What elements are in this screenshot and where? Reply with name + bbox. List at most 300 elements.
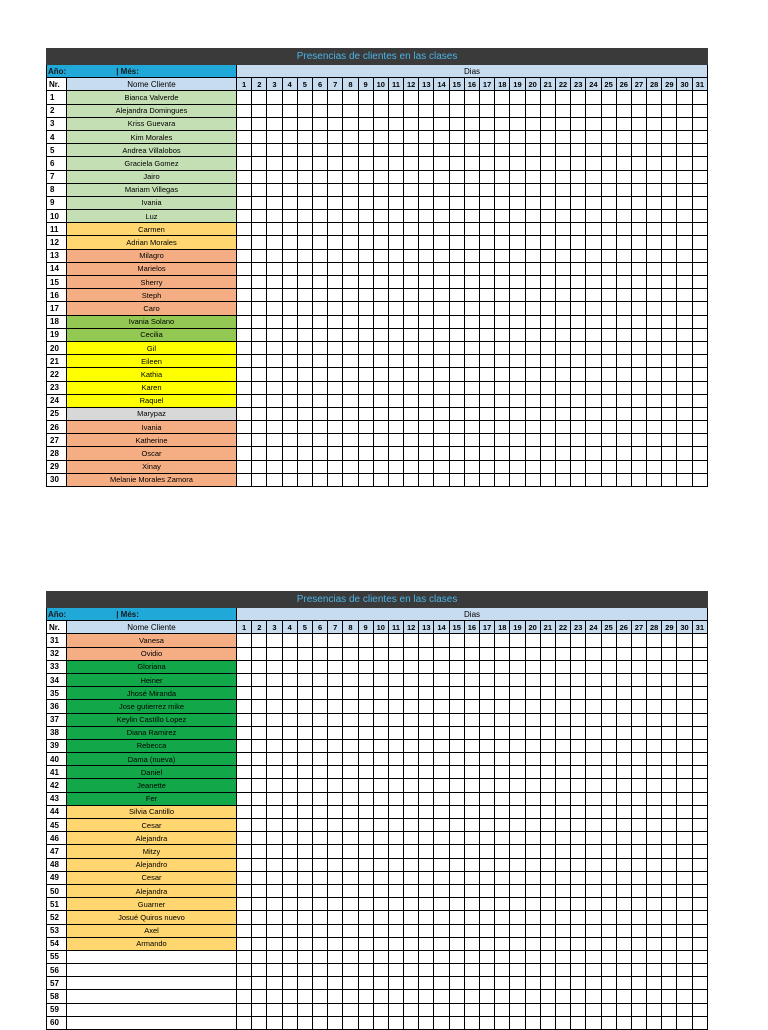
attendance-cell[interactable]: [373, 210, 388, 223]
attendance-cell[interactable]: [692, 196, 707, 209]
attendance-cell[interactable]: [388, 687, 403, 700]
attendance-cell[interactable]: [419, 924, 434, 937]
attendance-cell[interactable]: [631, 884, 646, 897]
attendance-cell[interactable]: [586, 911, 601, 924]
attendance-cell[interactable]: [449, 144, 464, 157]
attendance-cell[interactable]: [616, 911, 631, 924]
attendance-cell[interactable]: [540, 832, 555, 845]
attendance-cell[interactable]: [662, 713, 677, 726]
attendance-cell[interactable]: [388, 223, 403, 236]
attendance-cell[interactable]: [495, 91, 510, 104]
attendance-cell[interactable]: [555, 1003, 570, 1016]
attendance-cell[interactable]: [555, 368, 570, 381]
attendance-cell[interactable]: [677, 805, 692, 818]
attendance-cell[interactable]: [267, 832, 282, 845]
attendance-cell[interactable]: [647, 170, 662, 183]
attendance-cell[interactable]: [449, 394, 464, 407]
attendance-cell[interactable]: [464, 289, 479, 302]
attendance-cell[interactable]: [388, 341, 403, 354]
client-name[interactable]: Diana Ramirez: [67, 726, 237, 739]
attendance-cell[interactable]: [464, 700, 479, 713]
attendance-cell[interactable]: [464, 434, 479, 447]
attendance-cell[interactable]: [571, 144, 586, 157]
attendance-cell[interactable]: [434, 144, 449, 157]
attendance-cell[interactable]: [297, 911, 312, 924]
attendance-cell[interactable]: [388, 407, 403, 420]
attendance-cell[interactable]: [525, 407, 540, 420]
attendance-cell[interactable]: [647, 117, 662, 130]
attendance-cell[interactable]: [525, 117, 540, 130]
attendance-cell[interactable]: [631, 183, 646, 196]
attendance-cell[interactable]: [540, 196, 555, 209]
attendance-cell[interactable]: [677, 144, 692, 157]
attendance-cell[interactable]: [601, 990, 616, 1003]
attendance-cell[interactable]: [237, 262, 252, 275]
attendance-cell[interactable]: [282, 328, 297, 341]
attendance-cell[interactable]: [328, 898, 343, 911]
attendance-cell[interactable]: [647, 183, 662, 196]
attendance-cell[interactable]: [449, 91, 464, 104]
attendance-cell[interactable]: [616, 819, 631, 832]
attendance-cell[interactable]: [252, 394, 267, 407]
attendance-cell[interactable]: [647, 315, 662, 328]
attendance-cell[interactable]: [616, 460, 631, 473]
attendance-cell[interactable]: [631, 898, 646, 911]
attendance-cell[interactable]: [297, 832, 312, 845]
attendance-cell[interactable]: [480, 871, 495, 884]
attendance-cell[interactable]: [434, 845, 449, 858]
client-name[interactable]: [67, 977, 237, 990]
attendance-cell[interactable]: [449, 884, 464, 897]
attendance-cell[interactable]: [343, 739, 358, 752]
attendance-cell[interactable]: [388, 262, 403, 275]
attendance-cell[interactable]: [449, 990, 464, 1003]
attendance-cell[interactable]: [480, 262, 495, 275]
attendance-cell[interactable]: [480, 421, 495, 434]
attendance-cell[interactable]: [252, 911, 267, 924]
attendance-cell[interactable]: [282, 924, 297, 937]
attendance-cell[interactable]: [297, 473, 312, 486]
attendance-cell[interactable]: [647, 407, 662, 420]
attendance-cell[interactable]: [312, 355, 327, 368]
attendance-cell[interactable]: [510, 753, 525, 766]
attendance-cell[interactable]: [252, 368, 267, 381]
attendance-cell[interactable]: [434, 421, 449, 434]
attendance-cell[interactable]: [586, 924, 601, 937]
attendance-cell[interactable]: [692, 117, 707, 130]
attendance-cell[interactable]: [464, 924, 479, 937]
attendance-cell[interactable]: [404, 977, 419, 990]
attendance-cell[interactable]: [525, 183, 540, 196]
attendance-cell[interactable]: [677, 328, 692, 341]
attendance-cell[interactable]: [540, 1003, 555, 1016]
attendance-cell[interactable]: [297, 1003, 312, 1016]
attendance-cell[interactable]: [647, 950, 662, 963]
attendance-cell[interactable]: [343, 355, 358, 368]
attendance-cell[interactable]: [267, 473, 282, 486]
attendance-cell[interactable]: [555, 739, 570, 752]
attendance-cell[interactable]: [282, 315, 297, 328]
attendance-cell[interactable]: [282, 1003, 297, 1016]
attendance-cell[interactable]: [571, 660, 586, 673]
attendance-cell[interactable]: [252, 302, 267, 315]
client-name[interactable]: Kathia: [67, 368, 237, 381]
attendance-cell[interactable]: [328, 196, 343, 209]
attendance-cell[interactable]: [312, 871, 327, 884]
attendance-cell[interactable]: [267, 673, 282, 686]
attendance-cell[interactable]: [555, 130, 570, 143]
attendance-cell[interactable]: [252, 341, 267, 354]
attendance-cell[interactable]: [586, 183, 601, 196]
attendance-cell[interactable]: [631, 950, 646, 963]
attendance-cell[interactable]: [510, 673, 525, 686]
attendance-cell[interactable]: [480, 144, 495, 157]
attendance-cell[interactable]: [601, 937, 616, 950]
attendance-cell[interactable]: [237, 183, 252, 196]
attendance-cell[interactable]: [343, 845, 358, 858]
attendance-cell[interactable]: [525, 858, 540, 871]
attendance-cell[interactable]: [677, 289, 692, 302]
attendance-cell[interactable]: [677, 700, 692, 713]
attendance-cell[interactable]: [510, 739, 525, 752]
attendance-cell[interactable]: [297, 394, 312, 407]
attendance-cell[interactable]: [662, 434, 677, 447]
attendance-cell[interactable]: [647, 726, 662, 739]
attendance-cell[interactable]: [237, 911, 252, 924]
attendance-cell[interactable]: [312, 647, 327, 660]
attendance-cell[interactable]: [358, 726, 373, 739]
attendance-cell[interactable]: [510, 196, 525, 209]
attendance-cell[interactable]: [692, 792, 707, 805]
attendance-cell[interactable]: [312, 183, 327, 196]
attendance-cell[interactable]: [419, 355, 434, 368]
attendance-cell[interactable]: [343, 328, 358, 341]
attendance-cell[interactable]: [555, 447, 570, 460]
attendance-cell[interactable]: [692, 210, 707, 223]
attendance-cell[interactable]: [480, 805, 495, 818]
attendance-cell[interactable]: [616, 355, 631, 368]
attendance-cell[interactable]: [358, 1016, 373, 1029]
attendance-cell[interactable]: [434, 341, 449, 354]
attendance-cell[interactable]: [312, 117, 327, 130]
attendance-cell[interactable]: [312, 911, 327, 924]
attendance-cell[interactable]: [616, 170, 631, 183]
client-name[interactable]: Melanie Morales Zamora: [67, 473, 237, 486]
attendance-cell[interactable]: [571, 170, 586, 183]
attendance-cell[interactable]: [404, 832, 419, 845]
attendance-cell[interactable]: [237, 819, 252, 832]
attendance-cell[interactable]: [647, 805, 662, 818]
attendance-cell[interactable]: [404, 157, 419, 170]
attendance-cell[interactable]: [540, 249, 555, 262]
attendance-cell[interactable]: [237, 130, 252, 143]
attendance-cell[interactable]: [267, 341, 282, 354]
attendance-cell[interactable]: [404, 819, 419, 832]
attendance-cell[interactable]: [540, 911, 555, 924]
attendance-cell[interactable]: [495, 1003, 510, 1016]
attendance-cell[interactable]: [297, 328, 312, 341]
attendance-cell[interactable]: [373, 223, 388, 236]
attendance-cell[interactable]: [495, 911, 510, 924]
attendance-cell[interactable]: [464, 183, 479, 196]
attendance-cell[interactable]: [297, 792, 312, 805]
attendance-cell[interactable]: [586, 355, 601, 368]
attendance-cell[interactable]: [404, 421, 419, 434]
client-name[interactable]: Kriss Guevara: [67, 117, 237, 130]
attendance-cell[interactable]: [525, 937, 540, 950]
attendance-cell[interactable]: [586, 1016, 601, 1029]
attendance-cell[interactable]: [388, 315, 403, 328]
attendance-cell[interactable]: [692, 713, 707, 726]
attendance-cell[interactable]: [237, 91, 252, 104]
attendance-cell[interactable]: [297, 819, 312, 832]
attendance-cell[interactable]: [555, 990, 570, 1003]
attendance-cell[interactable]: [586, 407, 601, 420]
attendance-cell[interactable]: [692, 249, 707, 262]
attendance-cell[interactable]: [419, 766, 434, 779]
attendance-cell[interactable]: [586, 779, 601, 792]
attendance-cell[interactable]: [358, 91, 373, 104]
attendance-cell[interactable]: [237, 779, 252, 792]
attendance-cell[interactable]: [631, 726, 646, 739]
attendance-cell[interactable]: [495, 819, 510, 832]
attendance-cell[interactable]: [647, 713, 662, 726]
attendance-cell[interactable]: [692, 381, 707, 394]
attendance-cell[interactable]: [495, 713, 510, 726]
attendance-cell[interactable]: [586, 713, 601, 726]
attendance-cell[interactable]: [358, 950, 373, 963]
attendance-cell[interactable]: [616, 792, 631, 805]
attendance-cell[interactable]: [404, 792, 419, 805]
attendance-cell[interactable]: [571, 700, 586, 713]
attendance-cell[interactable]: [419, 170, 434, 183]
attendance-cell[interactable]: [571, 183, 586, 196]
client-name[interactable]: Fer: [67, 792, 237, 805]
attendance-cell[interactable]: [631, 447, 646, 460]
attendance-cell[interactable]: [616, 687, 631, 700]
attendance-cell[interactable]: [571, 223, 586, 236]
attendance-cell[interactable]: [480, 726, 495, 739]
attendance-cell[interactable]: [692, 937, 707, 950]
attendance-cell[interactable]: [388, 355, 403, 368]
client-name[interactable]: Keylin Castillo Lopez: [67, 713, 237, 726]
attendance-cell[interactable]: [647, 977, 662, 990]
attendance-cell[interactable]: [252, 871, 267, 884]
attendance-cell[interactable]: [388, 394, 403, 407]
attendance-cell[interactable]: [237, 950, 252, 963]
client-name[interactable]: Dama (nueva): [67, 753, 237, 766]
attendance-cell[interactable]: [510, 779, 525, 792]
attendance-cell[interactable]: [510, 832, 525, 845]
attendance-cell[interactable]: [480, 1003, 495, 1016]
attendance-cell[interactable]: [662, 315, 677, 328]
attendance-cell[interactable]: [267, 964, 282, 977]
attendance-cell[interactable]: [525, 421, 540, 434]
attendance-cell[interactable]: [252, 157, 267, 170]
attendance-cell[interactable]: [297, 341, 312, 354]
attendance-cell[interactable]: [404, 144, 419, 157]
attendance-cell[interactable]: [312, 196, 327, 209]
attendance-cell[interactable]: [647, 990, 662, 1003]
attendance-cell[interactable]: [343, 289, 358, 302]
attendance-cell[interactable]: [586, 328, 601, 341]
attendance-cell[interactable]: [601, 858, 616, 871]
attendance-cell[interactable]: [510, 104, 525, 117]
attendance-cell[interactable]: [388, 898, 403, 911]
attendance-cell[interactable]: [404, 805, 419, 818]
attendance-cell[interactable]: [267, 447, 282, 460]
attendance-cell[interactable]: [525, 104, 540, 117]
attendance-cell[interactable]: [312, 236, 327, 249]
attendance-cell[interactable]: [601, 183, 616, 196]
attendance-cell[interactable]: [586, 104, 601, 117]
attendance-cell[interactable]: [282, 739, 297, 752]
attendance-cell[interactable]: [312, 434, 327, 447]
attendance-cell[interactable]: [328, 355, 343, 368]
attendance-cell[interactable]: [616, 117, 631, 130]
attendance-cell[interactable]: [586, 753, 601, 766]
attendance-cell[interactable]: [267, 858, 282, 871]
attendance-cell[interactable]: [252, 977, 267, 990]
attendance-cell[interactable]: [677, 898, 692, 911]
attendance-cell[interactable]: [343, 1016, 358, 1029]
attendance-cell[interactable]: [555, 726, 570, 739]
attendance-cell[interactable]: [419, 104, 434, 117]
attendance-cell[interactable]: [525, 924, 540, 937]
attendance-cell[interactable]: [540, 739, 555, 752]
attendance-cell[interactable]: [267, 421, 282, 434]
client-name[interactable]: Carmen: [67, 223, 237, 236]
attendance-cell[interactable]: [237, 964, 252, 977]
attendance-cell[interactable]: [449, 766, 464, 779]
attendance-cell[interactable]: [601, 1016, 616, 1029]
attendance-cell[interactable]: [677, 130, 692, 143]
attendance-cell[interactable]: [464, 262, 479, 275]
attendance-cell[interactable]: [373, 157, 388, 170]
attendance-cell[interactable]: [662, 726, 677, 739]
attendance-cell[interactable]: [631, 249, 646, 262]
attendance-cell[interactable]: [267, 660, 282, 673]
attendance-cell[interactable]: [616, 196, 631, 209]
client-name[interactable]: Luz: [67, 210, 237, 223]
client-name[interactable]: Rebecca: [67, 739, 237, 752]
attendance-cell[interactable]: [555, 911, 570, 924]
attendance-cell[interactable]: [449, 950, 464, 963]
attendance-cell[interactable]: [282, 819, 297, 832]
attendance-cell[interactable]: [495, 460, 510, 473]
attendance-cell[interactable]: [312, 634, 327, 647]
attendance-cell[interactable]: [692, 726, 707, 739]
attendance-cell[interactable]: [631, 262, 646, 275]
attendance-cell[interactable]: [388, 183, 403, 196]
attendance-cell[interactable]: [677, 473, 692, 486]
attendance-cell[interactable]: [419, 381, 434, 394]
attendance-cell[interactable]: [571, 911, 586, 924]
attendance-cell[interactable]: [647, 473, 662, 486]
attendance-cell[interactable]: [419, 315, 434, 328]
attendance-cell[interactable]: [510, 91, 525, 104]
attendance-cell[interactable]: [328, 91, 343, 104]
attendance-cell[interactable]: [373, 634, 388, 647]
attendance-cell[interactable]: [388, 1003, 403, 1016]
attendance-cell[interactable]: [525, 950, 540, 963]
attendance-cell[interactable]: [495, 766, 510, 779]
attendance-cell[interactable]: [237, 832, 252, 845]
attendance-cell[interactable]: [297, 249, 312, 262]
attendance-cell[interactable]: [434, 964, 449, 977]
attendance-cell[interactable]: [480, 937, 495, 950]
attendance-cell[interactable]: [555, 634, 570, 647]
attendance-cell[interactable]: [419, 647, 434, 660]
attendance-cell[interactable]: [343, 1003, 358, 1016]
attendance-cell[interactable]: [388, 91, 403, 104]
attendance-cell[interactable]: [282, 898, 297, 911]
attendance-cell[interactable]: [388, 104, 403, 117]
attendance-cell[interactable]: [510, 460, 525, 473]
attendance-cell[interactable]: [449, 871, 464, 884]
client-name[interactable]: Axel: [67, 924, 237, 937]
attendance-cell[interactable]: [267, 911, 282, 924]
attendance-cell[interactable]: [647, 845, 662, 858]
attendance-cell[interactable]: [282, 473, 297, 486]
attendance-cell[interactable]: [616, 660, 631, 673]
attendance-cell[interactable]: [601, 381, 616, 394]
attendance-cell[interactable]: [404, 223, 419, 236]
attendance-cell[interactable]: [434, 950, 449, 963]
attendance-cell[interactable]: [328, 739, 343, 752]
attendance-cell[interactable]: [267, 924, 282, 937]
attendance-cell[interactable]: [343, 898, 358, 911]
attendance-cell[interactable]: [388, 421, 403, 434]
attendance-cell[interactable]: [510, 660, 525, 673]
attendance-cell[interactable]: [282, 130, 297, 143]
attendance-cell[interactable]: [510, 687, 525, 700]
attendance-cell[interactable]: [692, 236, 707, 249]
attendance-cell[interactable]: [252, 805, 267, 818]
attendance-cell[interactable]: [586, 766, 601, 779]
attendance-cell[interactable]: [571, 937, 586, 950]
attendance-cell[interactable]: [586, 421, 601, 434]
attendance-cell[interactable]: [495, 1016, 510, 1029]
attendance-cell[interactable]: [647, 157, 662, 170]
attendance-cell[interactable]: [480, 832, 495, 845]
attendance-cell[interactable]: [647, 460, 662, 473]
attendance-cell[interactable]: [647, 832, 662, 845]
attendance-cell[interactable]: [404, 210, 419, 223]
attendance-cell[interactable]: [586, 739, 601, 752]
attendance-cell[interactable]: [343, 673, 358, 686]
attendance-cell[interactable]: [434, 407, 449, 420]
attendance-cell[interactable]: [297, 845, 312, 858]
attendance-cell[interactable]: [616, 858, 631, 871]
attendance-cell[interactable]: [358, 236, 373, 249]
attendance-cell[interactable]: [343, 144, 358, 157]
attendance-cell[interactable]: [297, 262, 312, 275]
attendance-cell[interactable]: [601, 460, 616, 473]
attendance-cell[interactable]: [677, 223, 692, 236]
attendance-cell[interactable]: [631, 805, 646, 818]
attendance-cell[interactable]: [647, 766, 662, 779]
attendance-cell[interactable]: [419, 157, 434, 170]
attendance-cell[interactable]: [419, 210, 434, 223]
attendance-cell[interactable]: [677, 950, 692, 963]
attendance-cell[interactable]: [525, 91, 540, 104]
attendance-cell[interactable]: [525, 805, 540, 818]
attendance-cell[interactable]: [404, 460, 419, 473]
attendance-cell[interactable]: [388, 950, 403, 963]
attendance-cell[interactable]: [388, 700, 403, 713]
attendance-cell[interactable]: [631, 421, 646, 434]
